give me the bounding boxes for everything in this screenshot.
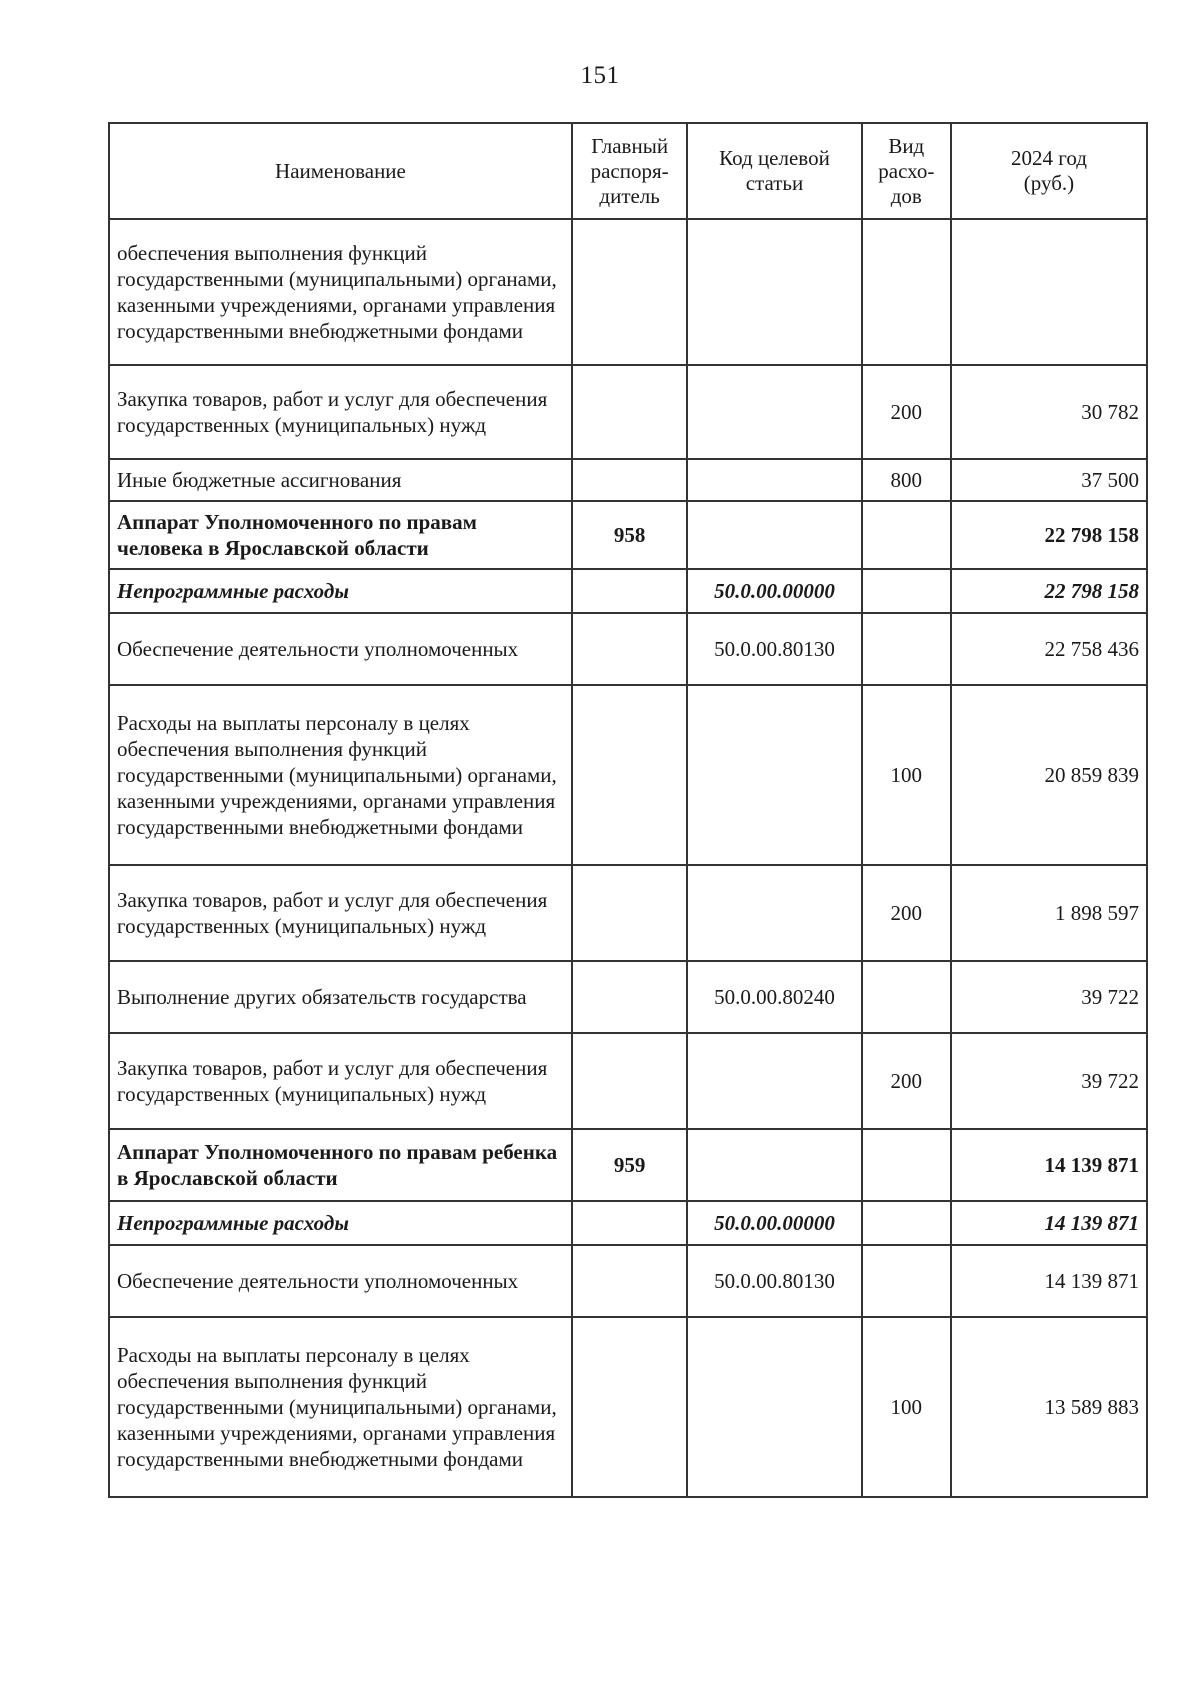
row-vid (862, 1245, 951, 1317)
row-amount: 22 798 158 (951, 501, 1147, 569)
row-grbs (572, 1245, 687, 1317)
row-grbs (572, 219, 687, 365)
row-amount: 37 500 (951, 459, 1147, 501)
row-code (687, 459, 861, 501)
row-amount: 14 139 871 (951, 1201, 1147, 1245)
row-vid: 200 (862, 1033, 951, 1129)
row-name: Непрограммные расходы (109, 569, 572, 613)
row-amount: 13 589 883 (951, 1317, 1147, 1497)
header-grbs: Главный распоря- дитель (572, 123, 687, 219)
row-code (687, 685, 861, 865)
row-grbs (572, 1317, 687, 1497)
row-vid (862, 613, 951, 685)
row-amount: 14 139 871 (951, 1245, 1147, 1317)
row-code: 50.0.00.80130 (687, 613, 861, 685)
header-amount: 2024 год (руб.) (951, 123, 1147, 219)
row-grbs (572, 865, 687, 961)
row-code (687, 1317, 861, 1497)
row-code: 50.0.00.00000 (687, 1201, 861, 1245)
row-amount: 39 722 (951, 1033, 1147, 1129)
row-code (687, 1129, 861, 1201)
row-amount: 14 139 871 (951, 1129, 1147, 1201)
row-name: Расходы на выплаты персоналу в целях обеспечения выполнения функций государственными (муниципальными) органами, казенными учреждениями, органами управления государственными внебюджетными фондами (109, 1317, 572, 1497)
row-name: Обеспечение деятельности уполномоченных (109, 613, 572, 685)
row-code (687, 219, 861, 365)
row-amount: 22 798 158 (951, 569, 1147, 613)
row-vid: 100 (862, 685, 951, 865)
table-row (109, 459, 1147, 501)
budget-table (108, 122, 1148, 1498)
row-name: Расходы на выплаты персоналу в целях обеспечения выполнения функций государственными (муниципальными) органами, казенными учреждениями, органами управления государственными внебюджетными фондами (109, 685, 572, 865)
table-row (109, 865, 1147, 961)
row-amount: 30 782 (951, 365, 1147, 459)
table-row (109, 613, 1147, 685)
row-grbs: 958 (572, 501, 687, 569)
table-row (109, 501, 1147, 569)
row-vid (862, 961, 951, 1033)
table-row (109, 1129, 1147, 1201)
row-code (687, 1033, 861, 1129)
row-name: Иные бюджетные ассигнования (109, 459, 572, 501)
table-row (109, 219, 1147, 365)
row-vid (862, 1201, 951, 1245)
row-code (687, 865, 861, 961)
table-row (109, 1317, 1147, 1497)
table-row (109, 961, 1147, 1033)
row-vid (862, 569, 951, 613)
row-name: Обеспечение деятельности уполномоченных (109, 1245, 572, 1317)
row-grbs (572, 613, 687, 685)
row-name: Непрограммные расходы (109, 1201, 572, 1245)
row-vid: 800 (862, 459, 951, 501)
row-name: Аппарат Уполномоченного по правам ребенка в Ярославской области (109, 1129, 572, 1201)
row-name: Закупка товаров, работ и услуг для обеспечения государственных (муниципальных) нужд (109, 365, 572, 459)
row-name: Выполнение других обязательств государства (109, 961, 572, 1033)
row-vid (862, 501, 951, 569)
row-name: обеспечения выполнения функций государственными (муниципальными) органами, казенными учреждениями, органами управления государственными внебюджетными фондами (109, 219, 572, 365)
row-code: 50.0.00.80240 (687, 961, 861, 1033)
row-vid (862, 1129, 951, 1201)
row-vid (862, 219, 951, 365)
row-name: Аппарат Уполномоченного по правам человека в Ярославской области (109, 501, 572, 569)
header-vid: Вид расхо- дов (862, 123, 951, 219)
table-header-row (109, 123, 1147, 219)
header-code: Код целевой статьи (687, 123, 861, 219)
row-grbs (572, 1033, 687, 1129)
table-row (109, 365, 1147, 459)
table-row (109, 1033, 1147, 1129)
row-code: 50.0.00.00000 (687, 569, 861, 613)
row-amount: 22 758 436 (951, 613, 1147, 685)
table-row (109, 1245, 1147, 1317)
header-name: Наименование (109, 123, 572, 219)
row-code (687, 365, 861, 459)
row-grbs (572, 365, 687, 459)
row-grbs (572, 1201, 687, 1245)
row-code (687, 501, 861, 569)
table-row (109, 685, 1147, 865)
page-number: 151 (580, 62, 620, 89)
row-grbs: 959 (572, 1129, 687, 1201)
row-vid: 200 (862, 365, 951, 459)
row-amount: 39 722 (951, 961, 1147, 1033)
table-row (109, 1201, 1147, 1245)
row-amount: 20 859 839 (951, 685, 1147, 865)
row-amount (951, 219, 1147, 365)
row-vid: 100 (862, 1317, 951, 1497)
row-name: Закупка товаров, работ и услуг для обеспечения государственных (муниципальных) нужд (109, 865, 572, 961)
row-amount: 1 898 597 (951, 865, 1147, 961)
row-grbs (572, 459, 687, 501)
row-code: 50.0.00.80130 (687, 1245, 861, 1317)
row-vid: 200 (862, 865, 951, 961)
row-grbs (572, 685, 687, 865)
table-row (109, 569, 1147, 613)
row-name: Закупка товаров, работ и услуг для обеспечения государственных (муниципальных) нужд (109, 1033, 572, 1129)
row-grbs (572, 569, 687, 613)
row-grbs (572, 961, 687, 1033)
